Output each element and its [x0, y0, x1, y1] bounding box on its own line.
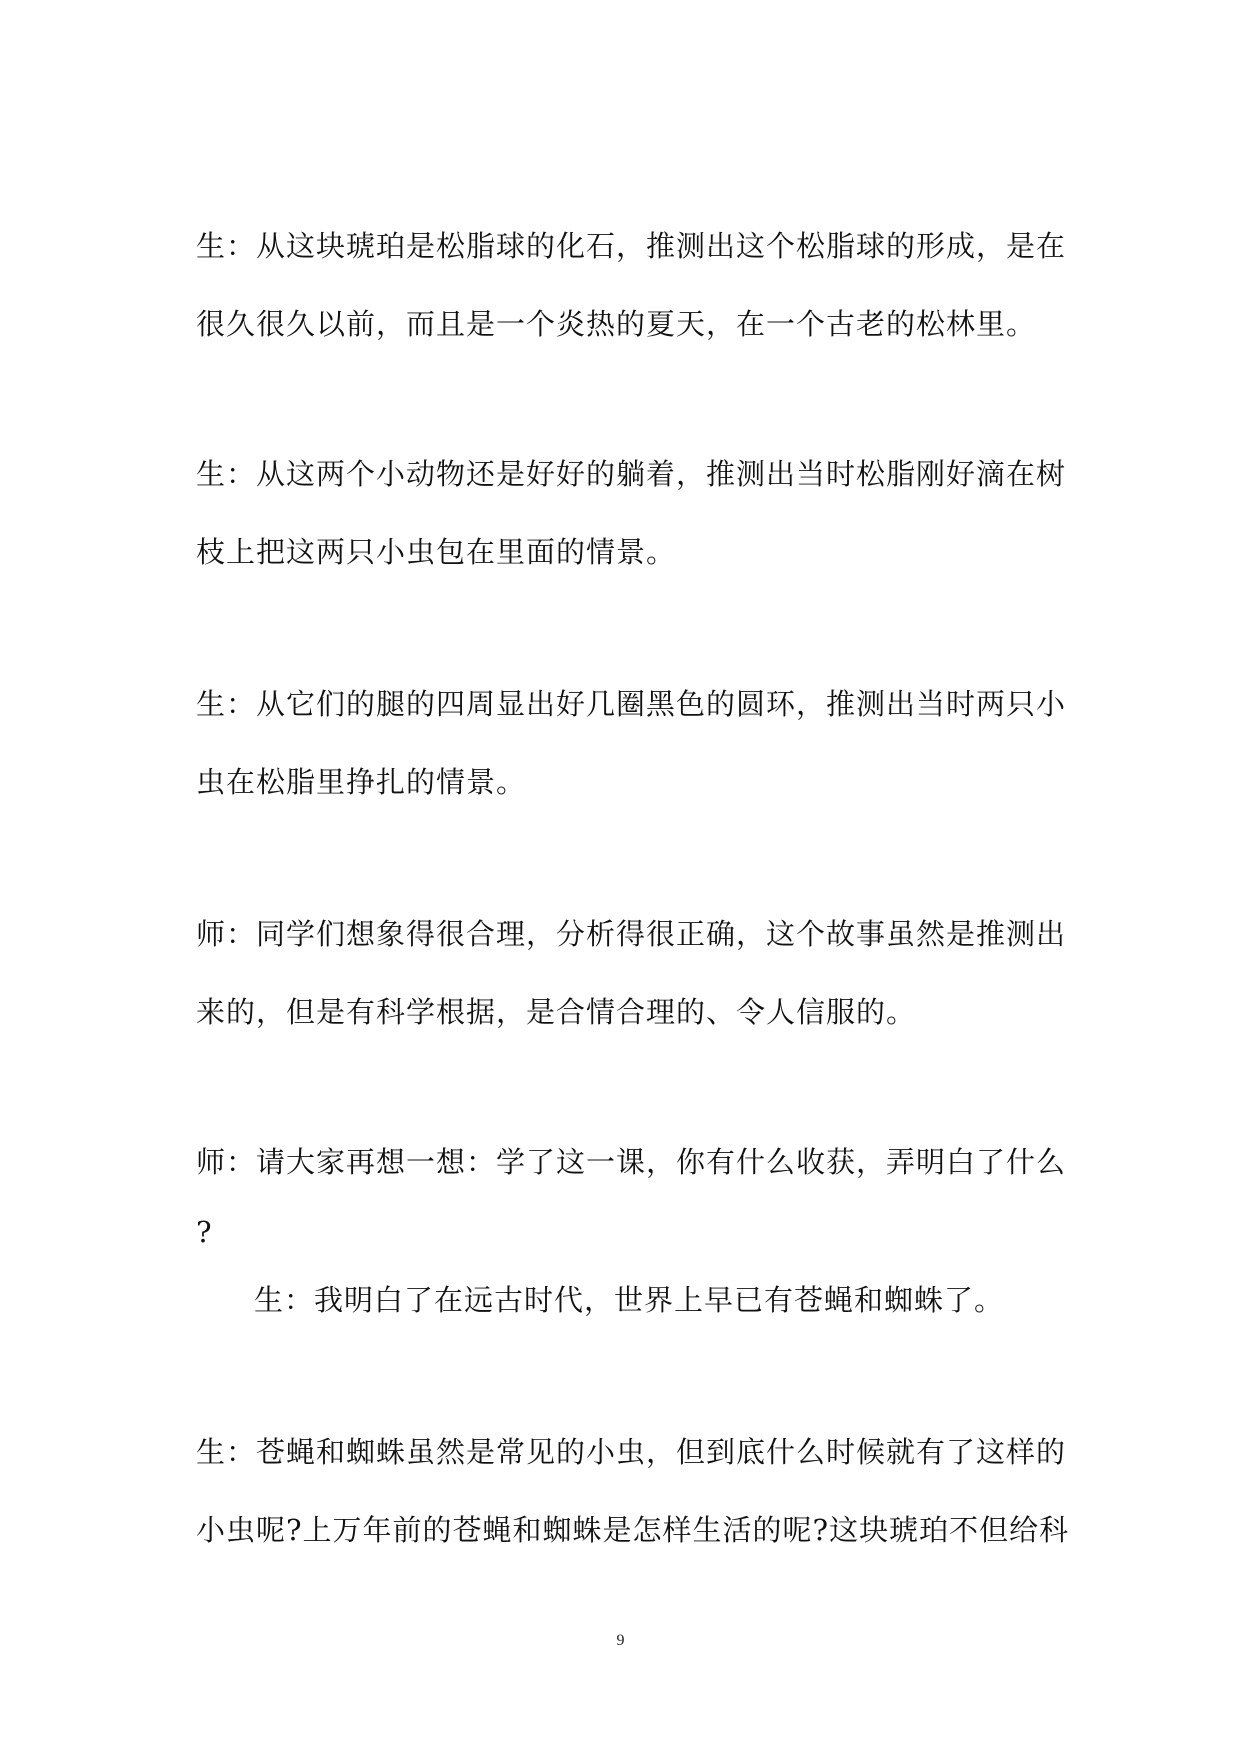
- paragraph-2-line-1: 生：从这两个小动物还是好好的躺着，推测出当时松脂刚好滴在树: [196, 457, 1067, 491]
- paragraph-7-line-1: 生：苍蝇和蜘蛛虽然是常见的小虫，但到底什么时候就有了这样的: [196, 1435, 1067, 1469]
- paragraph-1-line-1: 生：从这块琥珀是松脂球的化石，推测出这个松脂球的形成，是在: [196, 229, 1067, 263]
- paragraph-1-line-2: 很久很久以前，而且是一个炎热的夏天，在一个古老的松林里。: [196, 307, 1037, 341]
- paragraph-3-line-2: 虫在松脂里挣扎的情景。: [196, 765, 527, 799]
- paragraph-3-line-1: 生：从它们的腿的四周显出好几圈黑色的圆环，推测出当时两只小: [196, 687, 1067, 721]
- paragraph-2-line-2: 枝上把这两只小虫包在里面的情景。: [196, 535, 677, 569]
- paragraph-6-line-1: 生：我明白了在远古时代，世界上早已有苍蝇和蜘蛛了。: [254, 1283, 1005, 1317]
- page-number: 9: [616, 1632, 625, 1649]
- paragraph-5-line-2: ?: [196, 1215, 213, 1249]
- paragraph-4-line-1: 师：同学们想象得很合理，分析得很正确，这个故事虽然是推测出: [196, 917, 1067, 951]
- paragraph-5-line-1: 师：请大家再想一想：学了这一课，你有什么收获，弄明白了什么: [196, 1145, 1067, 1179]
- paragraph-4-line-2: 来的，但是有科学根据，是合情合理的、令人信服的。: [196, 995, 917, 1029]
- paragraph-7-line-2: 小虫呢?上万年前的苍蝇和蜘蛛是怎样生活的呢?这块琥珀不但给科: [196, 1513, 1070, 1547]
